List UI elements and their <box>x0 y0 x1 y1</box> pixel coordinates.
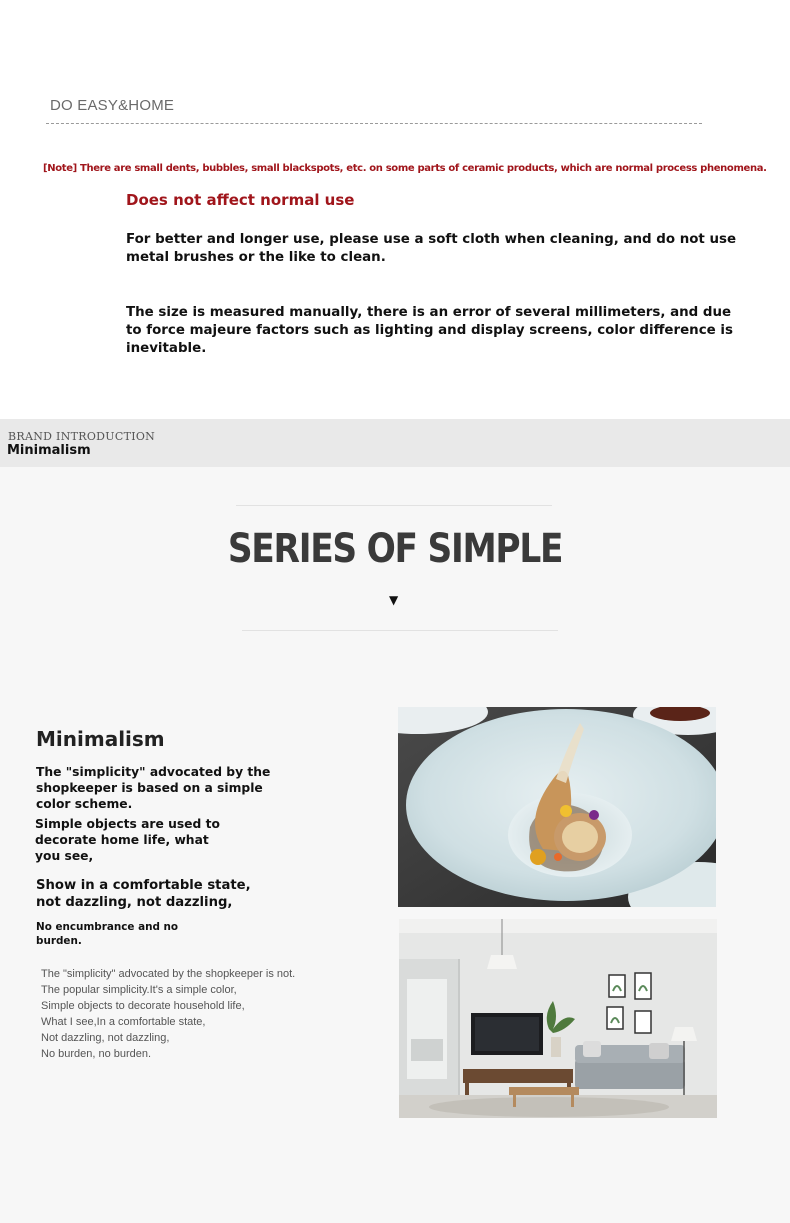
dashed-divider <box>46 123 702 124</box>
intro-gray-text <box>41 966 341 1062</box>
gray-line: The popular simplicity.It's a simple color, <box>41 984 237 996</box>
notice-section <box>0 0 790 419</box>
top-rule <box>236 505 552 506</box>
affect-heading: Does not affect normal use <box>126 191 355 209</box>
care-instructions: For better and longer use, please use a soft cloth when cleaning, and do not use metal brushes or the like to clean. <box>126 232 737 265</box>
intro-line-3: Show in a comfortable state, not dazzling, not dazzling, <box>36 878 251 910</box>
size-disclaimer: The size is measured manually, there is an error of several millimeters, and due to force majeure factors such as lighting and display screens, color difference is inevitable. <box>126 305 733 356</box>
bottom-rule <box>242 630 558 631</box>
plate-food-photo <box>398 707 716 907</box>
gray-line: Not dazzling, not dazzling, <box>41 1032 170 1044</box>
brand-introduction-bar <box>0 419 790 467</box>
living-room-photo <box>399 919 717 1118</box>
ceramic-note: [Note] There are small dents, bubbles, small blackspots, etc. on some parts of ceramic products, which are normal process phenomena. <box>43 163 767 174</box>
minimalism-title: Minimalism <box>36 727 165 751</box>
intro-line-2: Simple objects are used to decorate home life, what you see, <box>35 817 220 863</box>
intro-line-4: No encumbrance and no burden. <box>36 921 179 947</box>
gray-line: The "simplicity" advocated by the shopkeeper is not. <box>41 968 296 980</box>
gray-line: No burden, no burden. <box>41 1048 152 1060</box>
gray-line: What I see,In a comfortable state, <box>41 1016 206 1028</box>
brand-introduction-title: Minimalism <box>7 443 91 458</box>
intro-line-1: The "simplicity" advocated by the shopkeeper is based on a simple color scheme. <box>36 765 271 811</box>
series-title: SERIES OF SIMPLE <box>227 526 563 572</box>
brand-name: DO EASY&HOME <box>50 97 175 114</box>
down-triangle-icon: ▼ <box>389 593 399 607</box>
gray-line: Simple objects to decorate household life, <box>41 1000 245 1012</box>
brand-introduction-label: BRAND INTRODUCTION <box>8 430 156 443</box>
